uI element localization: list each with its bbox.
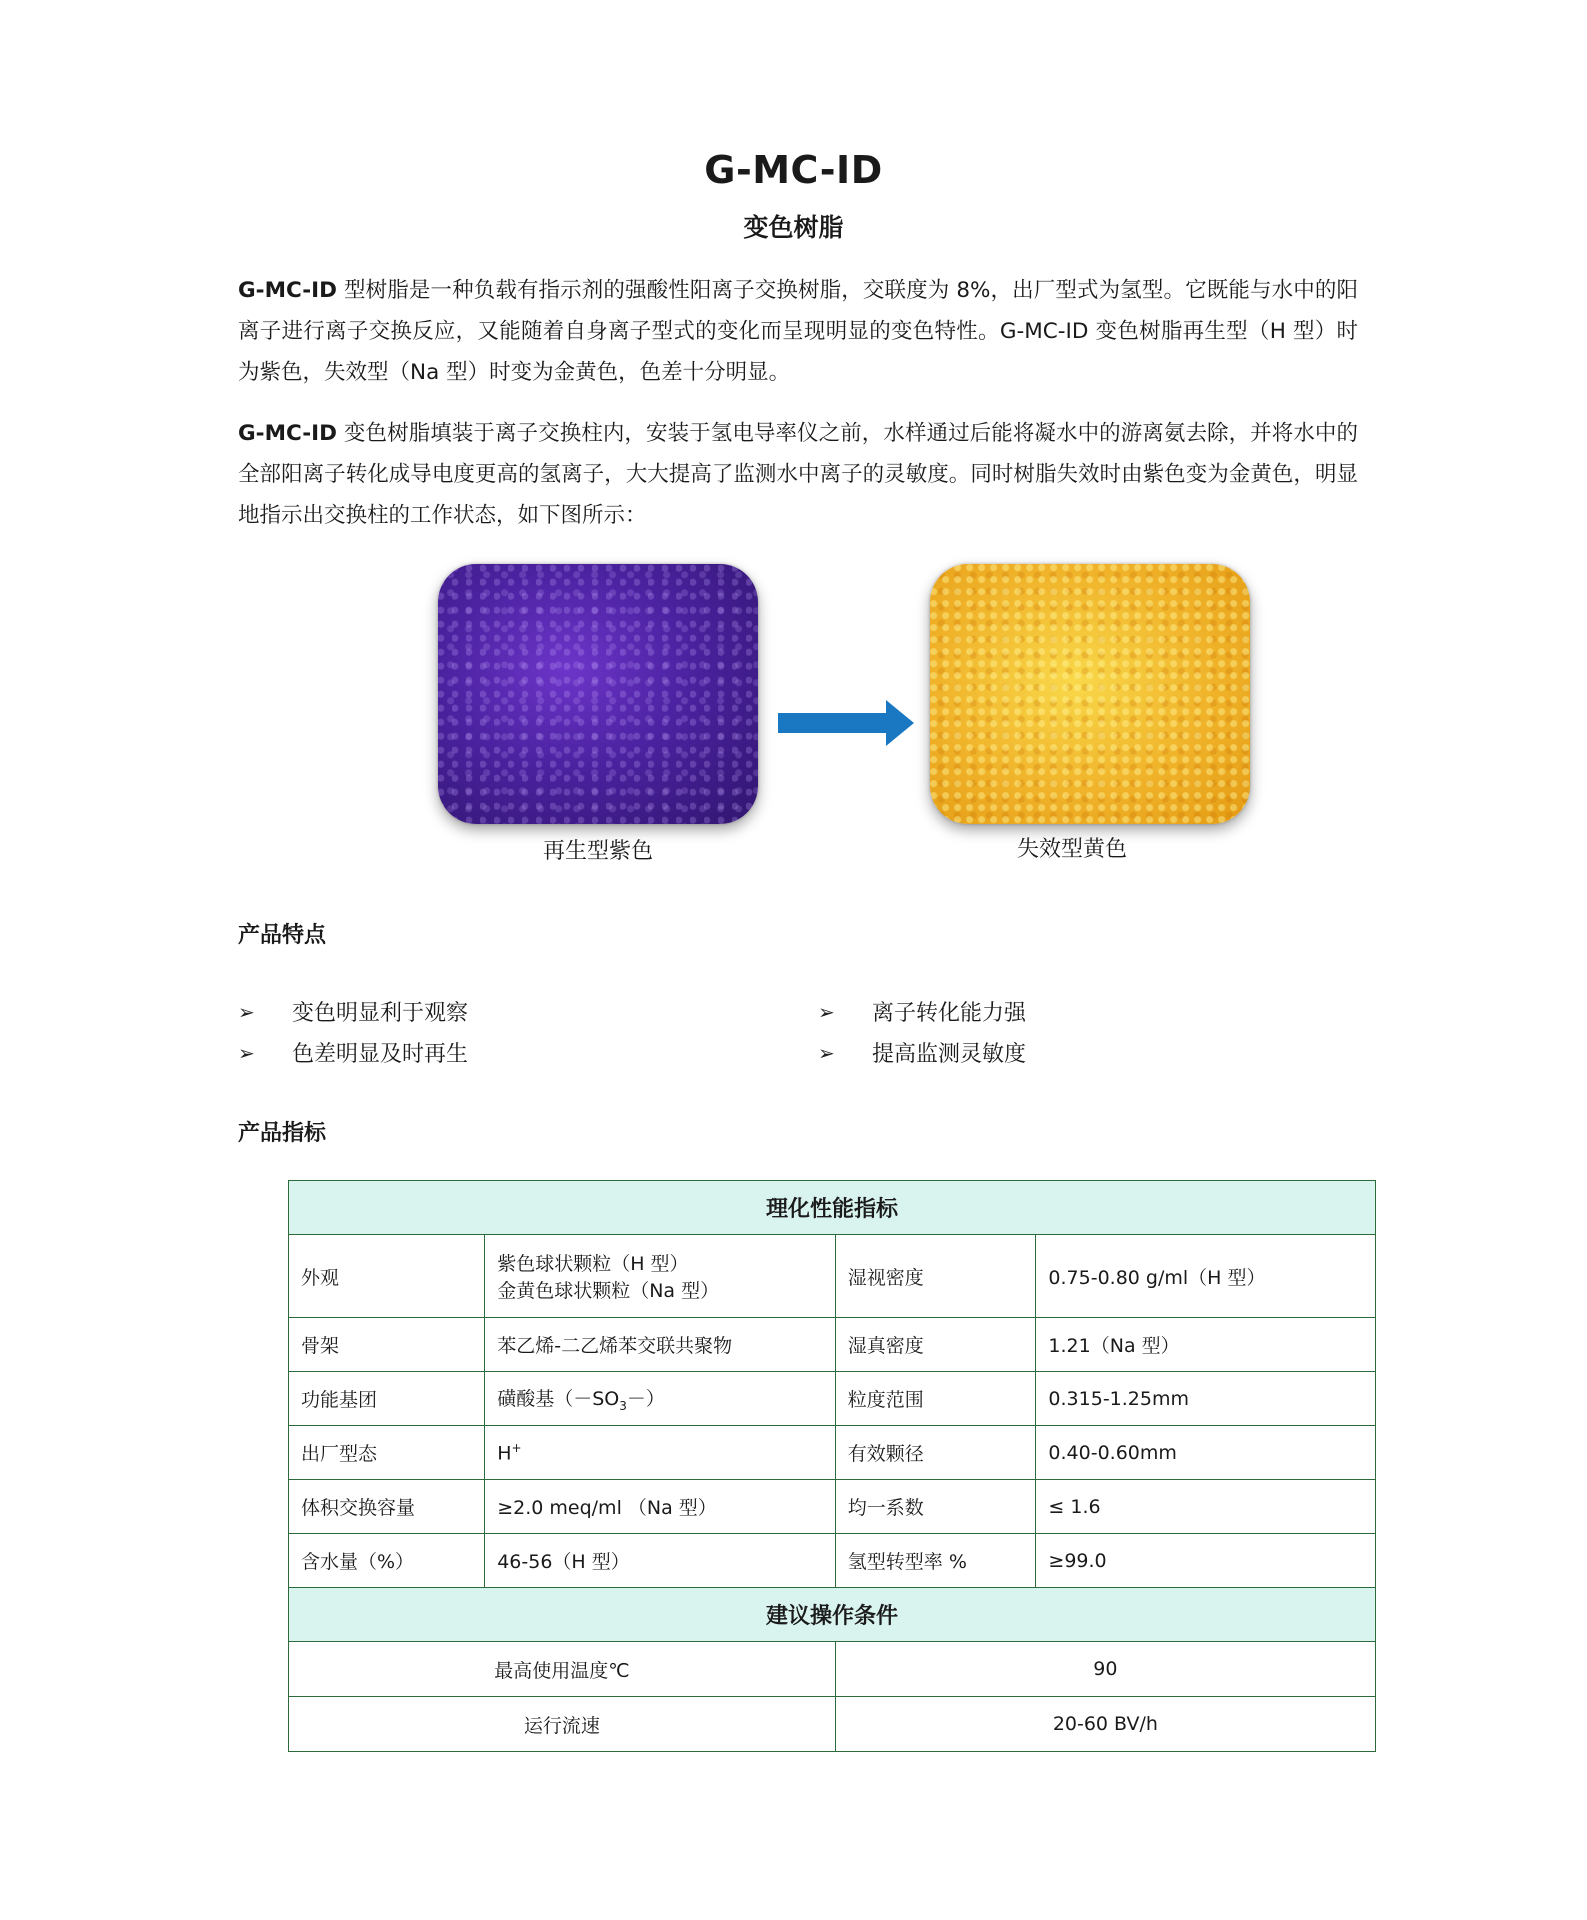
arrow-bullet-icon: ➢ bbox=[238, 999, 255, 1024]
feature-label: 离子转化能力强 bbox=[872, 1001, 1027, 1026]
spec-value-subscript: 3 bbox=[619, 1398, 627, 1413]
intro-paragraph-1-product-name: G-MC-ID bbox=[238, 278, 338, 303]
right-arrow-icon bbox=[778, 700, 914, 746]
spec-key: 骨架 bbox=[289, 1318, 485, 1372]
table-row bbox=[289, 1697, 1376, 1752]
spec-value: 0.315-1.25mm bbox=[1036, 1372, 1376, 1426]
spec-value: 0.75-0.80 g/ml（H 型） bbox=[1036, 1235, 1376, 1318]
features-heading: 产品特点 bbox=[238, 923, 327, 948]
spec-value-superscript: + bbox=[511, 1440, 522, 1455]
table-row bbox=[289, 1480, 1376, 1534]
spec-key: 功能基团 bbox=[289, 1372, 485, 1426]
spec-value bbox=[485, 1426, 836, 1480]
operating-value: 90 bbox=[835, 1642, 1375, 1697]
arrow-bullet-icon: ➢ bbox=[818, 999, 835, 1024]
specs-heading: 产品指标 bbox=[238, 1121, 327, 1146]
intro-paragraph-2 bbox=[238, 413, 1358, 536]
table-row bbox=[289, 1426, 1376, 1480]
intro-paragraph-1 bbox=[238, 270, 1358, 393]
table-row bbox=[289, 1534, 1376, 1588]
intro-paragraph-1-text: 型树脂是一种负载有指示剂的强酸性阳离子交换树脂，交联度为 8%，出厂型式为氢型。它既能与水中的阳离子进行离子交换反应，又能随着自身离子型式的变化而呈现明显的变色特性。G-MC-ID 变色树脂再生型（H 型）时为紫色，失效型（Na 型）时变为金黄色，色差十分明显。 bbox=[238, 278, 1358, 385]
spec-key: 湿视密度 bbox=[835, 1235, 1036, 1318]
spec-key: 氢型转型率 % bbox=[835, 1534, 1036, 1588]
spec-value bbox=[485, 1235, 836, 1318]
spec-value: 46-56（H 型） bbox=[485, 1534, 836, 1588]
spec-key: 有效颗径 bbox=[835, 1426, 1036, 1480]
purple-photo-caption: 再生型紫色 bbox=[542, 839, 653, 864]
table-row bbox=[289, 1642, 1376, 1697]
yellow-resin-photo bbox=[930, 564, 1250, 824]
spec-value-line: 紫色球状颗粒（H 型） bbox=[497, 1253, 689, 1275]
table-section-header bbox=[289, 1588, 1376, 1642]
spec-value: ≤ 1.6 bbox=[1036, 1480, 1376, 1534]
feature-label: 色差明显及时再生 bbox=[292, 1042, 469, 1067]
spec-value bbox=[485, 1372, 836, 1426]
table-section-header bbox=[289, 1181, 1376, 1235]
spec-value-part: －） bbox=[626, 1388, 665, 1411]
intro-paragraph-2-text: 变色树脂填装于离子交换柱内，安装于氢电导率仪之前，水样通过后能将凝水中的游离氨去除，并将水中的全部阳离子转化成导电度更高的氢离子，大大提高了监测水中离子的灵敏度。同时树脂失效时由紫色变为金黄色，明显地指示出交换柱的工作状态，如下图所示： bbox=[238, 421, 1358, 528]
arrow-bullet-icon: ➢ bbox=[238, 1040, 255, 1065]
spec-key: 体积交换容量 bbox=[289, 1480, 485, 1534]
table-row bbox=[289, 1318, 1376, 1372]
spec-key: 粒度范围 bbox=[835, 1372, 1036, 1426]
spec-value: ≥99.0 bbox=[1036, 1534, 1376, 1588]
spec-value: 0.40-0.60mm bbox=[1036, 1426, 1376, 1480]
page-subtitle: 变色树脂 bbox=[743, 213, 844, 242]
spec-value-part: 磺酸基（－SO bbox=[497, 1388, 620, 1411]
yellow-photo-caption: 失效型黄色 bbox=[1016, 837, 1127, 862]
operating-header-cell: 建议操作条件 bbox=[289, 1588, 1376, 1642]
feature-item bbox=[818, 996, 1026, 1027]
operating-key: 运行流速 bbox=[289, 1697, 836, 1752]
feature-item bbox=[238, 996, 468, 1027]
spec-key: 均一系数 bbox=[835, 1480, 1036, 1534]
purple-resin-photo bbox=[438, 564, 758, 824]
spec-value-part: H bbox=[497, 1442, 512, 1465]
spec-table bbox=[288, 1180, 1376, 1752]
spec-key: 外观 bbox=[289, 1235, 485, 1318]
spec-key: 含水量（%） bbox=[289, 1534, 485, 1588]
table-row bbox=[289, 1235, 1376, 1318]
feature-item bbox=[238, 1037, 468, 1068]
feature-label: 变色明显利于观察 bbox=[292, 1001, 469, 1026]
feature-item bbox=[818, 1037, 1026, 1068]
table-row bbox=[289, 1372, 1376, 1426]
arrow-bullet-icon: ➢ bbox=[818, 1040, 835, 1065]
intro-paragraph-2-product-name: G-MC-ID bbox=[238, 421, 338, 446]
spec-key: 出厂型态 bbox=[289, 1426, 485, 1480]
feature-label: 提高监测灵敏度 bbox=[872, 1042, 1027, 1067]
spec-value: 苯乙烯-二乙烯苯交联共聚物 bbox=[485, 1318, 836, 1372]
operating-key: 最高使用温度℃ bbox=[289, 1642, 836, 1697]
operating-value: 20-60 BV/h bbox=[835, 1697, 1375, 1752]
spec-value-line: 金黄色球状颗粒（Na 型） bbox=[497, 1280, 720, 1302]
spec-value: ≥2.0 meq/ml （Na 型） bbox=[485, 1480, 836, 1534]
physchem-header-cell: 理化性能指标 bbox=[289, 1181, 1376, 1235]
spec-value: 1.21（Na 型） bbox=[1036, 1318, 1376, 1372]
spec-key: 湿真密度 bbox=[835, 1318, 1036, 1372]
page-title: G-MC-ID bbox=[704, 148, 883, 192]
